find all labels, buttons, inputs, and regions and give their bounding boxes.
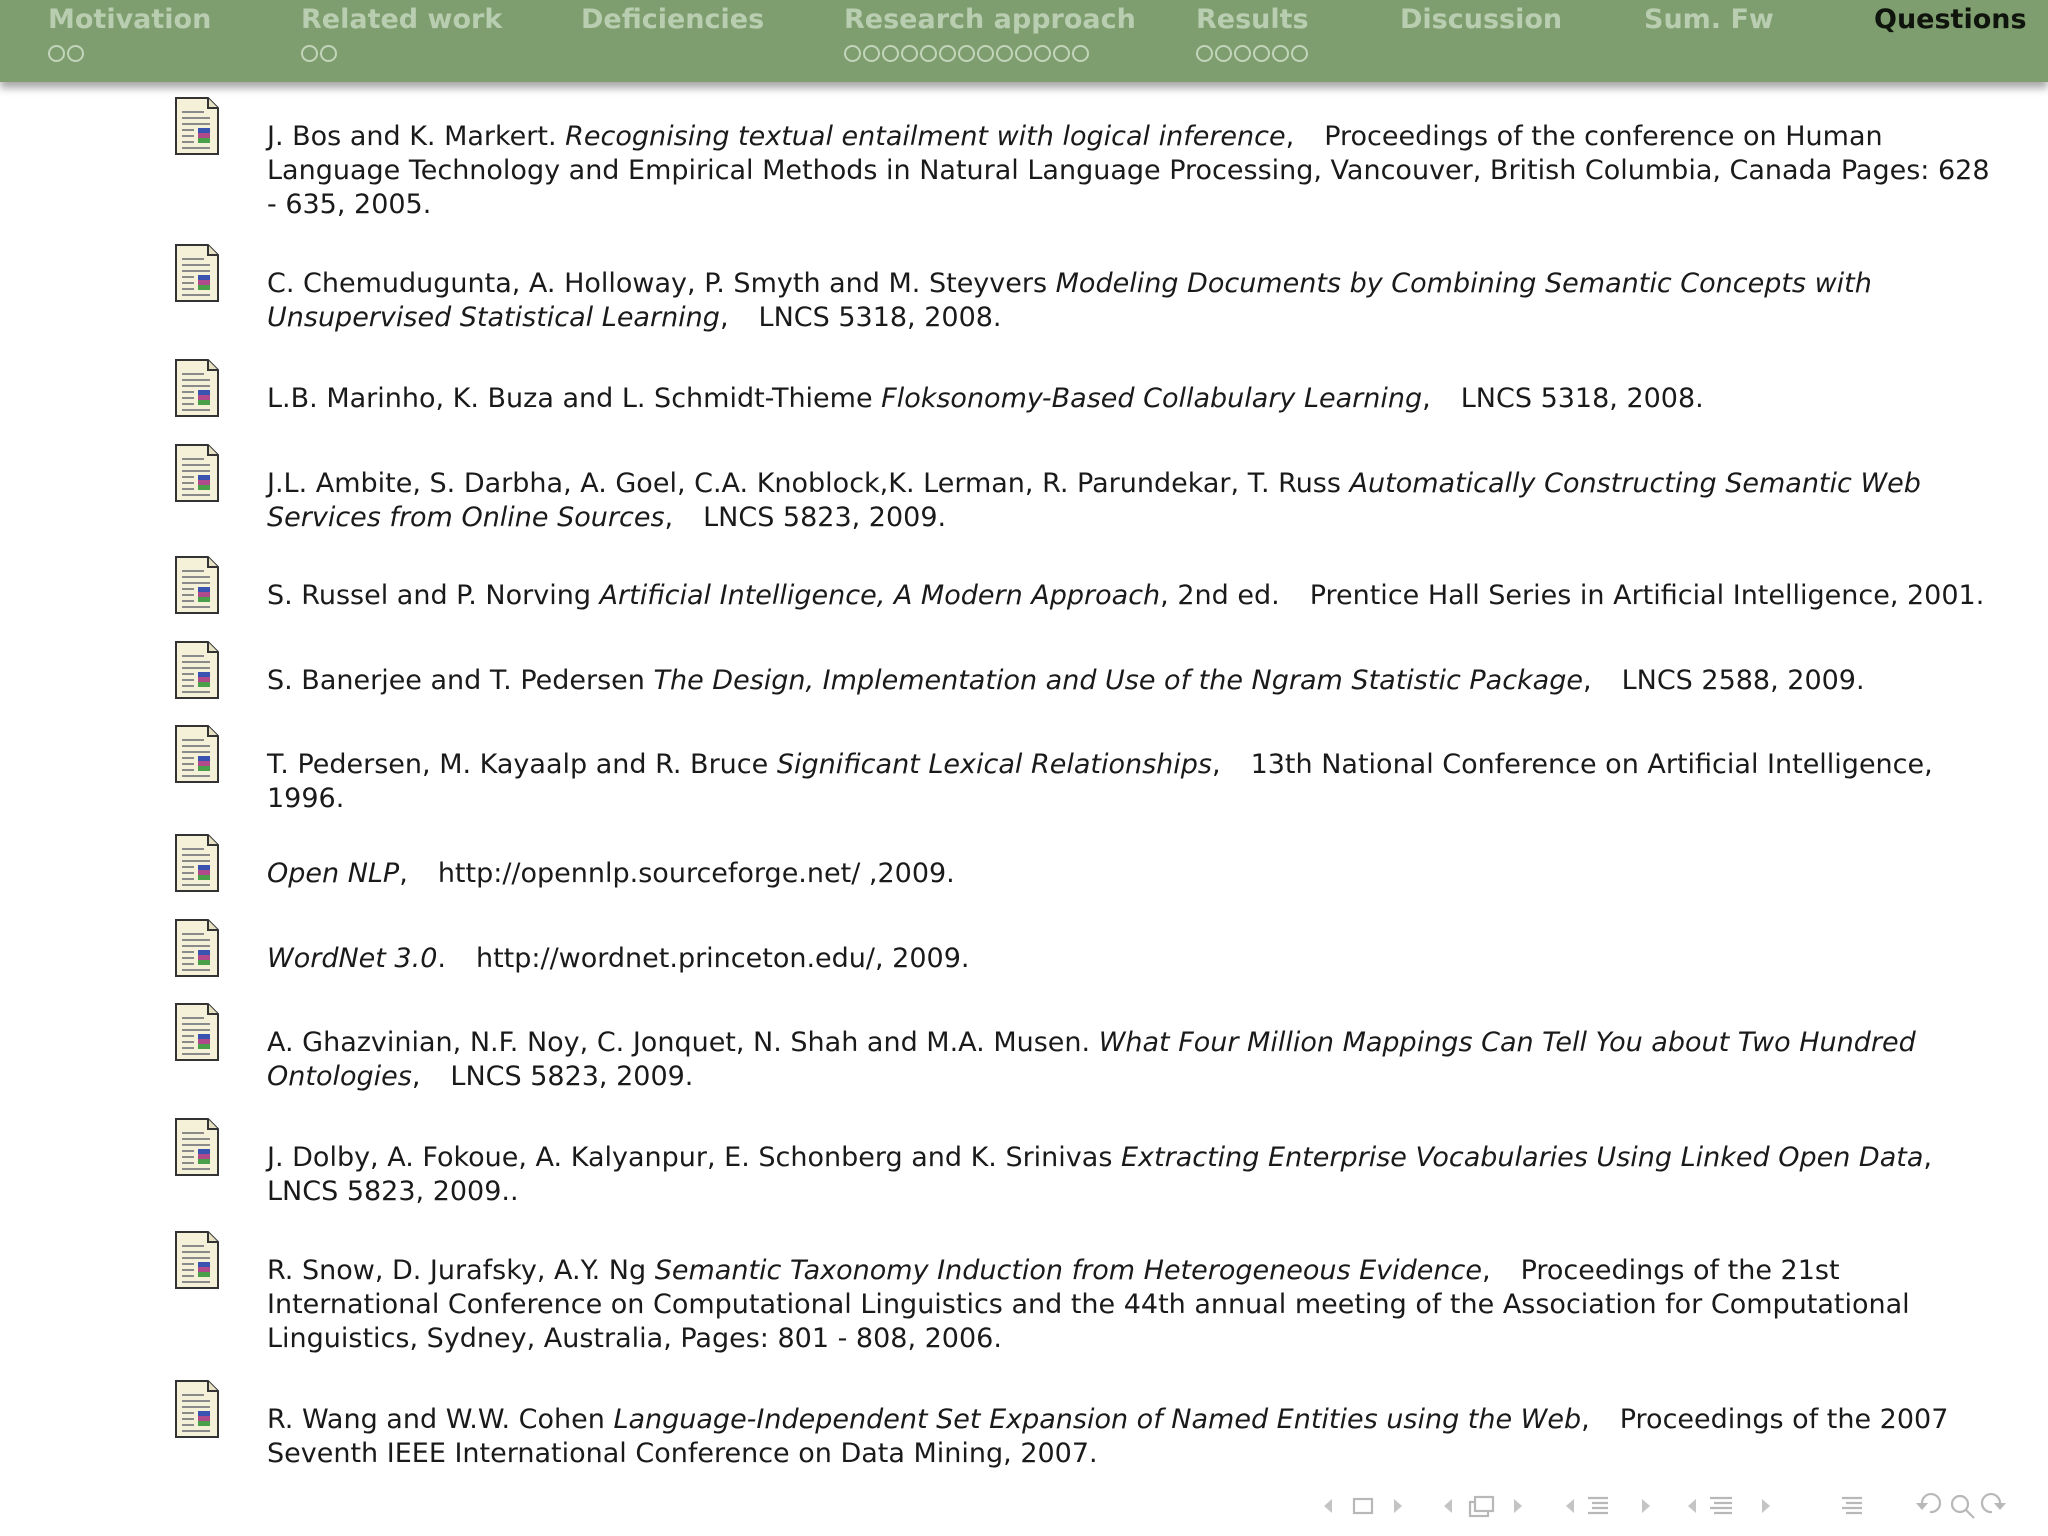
reference-title-cont: Ontologies: [267, 1061, 412, 1092]
reference-punct: ,: [1285, 121, 1295, 152]
reference-punct: , 2nd ed.: [1160, 580, 1280, 611]
nav-section-label: Discussion: [1400, 4, 1563, 35]
reference-authors: T. Pedersen, M. Kayaalp and R. Bruce: [267, 749, 777, 780]
article-icon: [174, 243, 220, 303]
reference-authors: R. Wang and W.W. Cohen: [267, 1404, 614, 1435]
frame-icon[interactable]: [1354, 1499, 1372, 1513]
reference-text: [267, 120, 1990, 222]
search-icon[interactable]: [1952, 1496, 1974, 1518]
reference-text: [267, 1026, 1916, 1094]
reference-text: [267, 1254, 1910, 1356]
reference-authors: S. Banerjee and T. Pedersen: [267, 665, 654, 696]
navigation-symbols-svg: [1310, 1490, 2040, 1522]
nav-section-label: Deficiencies: [581, 4, 765, 35]
reference-punct: ,: [399, 858, 408, 889]
section-icon[interactable]: [1588, 1498, 1608, 1513]
reference-title: Extracting Enterprise Vocabularies Using Linked Open Data: [1120, 1142, 1924, 1173]
reference-title: Automatically Constructing Semantic Web: [1349, 468, 1921, 499]
presentation-icon[interactable]: [1710, 1498, 1732, 1513]
reference-venue-cont: - 635, 2005.: [267, 189, 432, 220]
reference-text: [267, 267, 1897, 335]
nav-section-label: Research approach: [844, 4, 1136, 35]
section-forward-icon[interactable]: [1642, 1499, 1650, 1513]
reference-venue: Prentice Hall Series in Artificial Intelligence, 2001.: [1309, 580, 1985, 611]
reference-venue: LNCS 5318, 2008.: [1460, 383, 1704, 414]
article-icon: [174, 555, 220, 615]
article-icon: [174, 1230, 220, 1290]
article-icon: [174, 724, 220, 784]
reference-venue: http://opennlp.sourceforge.net/ ,2009.: [437, 858, 955, 889]
reference-punct: ,: [1923, 1142, 1932, 1173]
reference-venue: 13th National Conference on Artificial Intelligence,: [1250, 749, 1933, 780]
reference-venue-cont: Seventh IEEE International Conference on Data Mining, 2007.: [267, 1438, 1098, 1469]
reference-title: The Design, Implementation and Use of the Ngram Statistic Package: [653, 665, 1583, 696]
reference-venue: Proceedings of the conference on Human: [1324, 121, 1883, 152]
reference-text: [267, 942, 1897, 976]
reference-punct: ,: [1581, 1404, 1590, 1435]
reference-venue: LNCS 5318, 2008.: [758, 302, 1002, 333]
article-icon: [174, 1379, 220, 1439]
reference-title: Semantic Taxonomy Induction from Heterogeneous Evidence: [654, 1255, 1482, 1286]
reference-text: [267, 664, 1897, 698]
presentation-forward-icon[interactable]: [1762, 1499, 1770, 1513]
beamer-navigation-symbols: [1310, 1490, 2040, 1522]
reference-title: Recognising textual entailment with logical inference: [565, 121, 1286, 152]
reference-venue-cont: LNCS 5823, 2009..: [267, 1176, 519, 1207]
reference-title: Open NLP: [267, 858, 400, 889]
reference-venue-cont: Linguistics, Sydney, Australia, Pages: 801 - 808, 2006.: [267, 1323, 1002, 1354]
article-icon: [174, 918, 220, 978]
go-back-icon[interactable]: [1916, 1494, 1940, 1512]
reference-title: WordNet 3.0: [267, 943, 438, 974]
article-icon: [174, 640, 220, 700]
go-forward-icon[interactable]: [1982, 1494, 2006, 1512]
section-back-icon[interactable]: [1566, 1499, 1574, 1513]
reference-venue: Proceedings of the 21st: [1520, 1255, 1840, 1286]
reference-venue: http://wordnet.princeton.edu/, 2009.: [475, 943, 970, 974]
reference-authors: J. Bos and K. Markert.: [267, 121, 566, 152]
reference-title: Language-Independent Set Expansion of Named Entities using the Web: [613, 1404, 1582, 1435]
nav-section-label: Results: [1196, 4, 1309, 35]
article-icon: [174, 443, 220, 503]
reference-venue: LNCS 5823, 2009.: [450, 1061, 694, 1092]
frame-back-icon[interactable]: [1324, 1499, 1332, 1513]
reference-punct: ,: [411, 1061, 421, 1092]
reference-text: [267, 1141, 1932, 1209]
reference-text: [267, 857, 1897, 891]
reference-venue: Proceedings of the 2007: [1619, 1404, 1949, 1435]
reference-authors: C. Chemudugunta, A. Holloway, P. Smyth and M. Steyvers: [267, 268, 1056, 299]
reference-venue-cont: International Conference on Computational Linguistics and the 44th annual meeting of the Association for Computational: [267, 1289, 1910, 1320]
reference-punct: ,: [719, 302, 729, 333]
reference-punct: ,: [664, 502, 674, 533]
reference-title: Modeling Documents by Combining Semantic Concepts with: [1055, 268, 1872, 299]
reference-venue: LNCS 5823, 2009.: [703, 502, 947, 533]
article-icon: [174, 1117, 220, 1177]
article-icon: [174, 358, 220, 418]
subsection-icon[interactable]: [1470, 1497, 1493, 1516]
reference-text: [267, 748, 1933, 816]
presentation-back-icon[interactable]: [1688, 1499, 1696, 1513]
reference-authors: J. Dolby, A. Fokoue, A. Kalyanpur, E. Schonberg and K. Srinivas: [267, 1142, 1121, 1173]
article-icon: [174, 96, 220, 156]
reference-text: [267, 579, 1985, 613]
reference-punct: ,: [1582, 665, 1592, 696]
reference-authors: L.B. Marinho, K. Buza and L. Schmidt-Thieme: [267, 383, 882, 414]
reference-authors: A. Ghazvinian, N.F. Noy, C. Jonquet, N. Shah and M.A. Musen.: [267, 1027, 1099, 1058]
nav-section-label: Related work: [301, 4, 503, 35]
reference-authors: S. Russel and P. Norving: [267, 580, 600, 611]
nav-section-label: Sum. Fw: [1644, 4, 1774, 35]
reference-venue: LNCS 2588, 2009.: [1621, 665, 1865, 696]
reference-venue-cont: 1996.: [267, 783, 345, 814]
reference-authors: J.L. Ambite, S. Darbha, A. Goel, C.A. Knoblock,K. Lerman, R. Parundekar, T. Russ: [267, 468, 1350, 499]
subsection-forward-icon[interactable]: [1514, 1499, 1522, 1513]
subsection-back-icon[interactable]: [1444, 1499, 1452, 1513]
reference-text: [267, 382, 1897, 416]
reference-title: Artificial Intelligence, A Modern Approach: [599, 580, 1161, 611]
reference-title-cont: Services from Online Sources: [267, 502, 665, 533]
article-icon: [174, 833, 220, 893]
reference-punct: .: [437, 943, 446, 974]
reference-punct: ,: [1211, 749, 1221, 780]
reference-authors: R. Snow, D. Jurafsky, A.Y. Ng: [267, 1255, 655, 1286]
nav-section-label: Motivation: [48, 4, 212, 35]
reference-title: Floksonomy-Based Collabulary Learning: [881, 383, 1423, 414]
reference-punct: ,: [1481, 1255, 1491, 1286]
reference-text: [267, 1403, 1949, 1471]
nav-section-label: Questions: [1874, 4, 2027, 35]
reference-venue-cont: Language Technology and Empirical Methods in Natural Language Processing, Vancouver, British Columbia, Canada Pages: 628: [267, 155, 1990, 186]
article-icon: [174, 1002, 220, 1062]
reference-title-cont: Unsupervised Statistical Learning: [267, 302, 720, 333]
appendix-icon[interactable]: [1842, 1498, 1862, 1513]
reference-text: [267, 467, 1921, 535]
frame-forward-icon[interactable]: [1394, 1499, 1402, 1513]
reference-punct: ,: [1422, 383, 1431, 414]
reference-title: What Four Million Mappings Can Tell You about Two Hundred: [1098, 1027, 1916, 1058]
reference-title: Significant Lexical Relationships: [776, 749, 1212, 780]
